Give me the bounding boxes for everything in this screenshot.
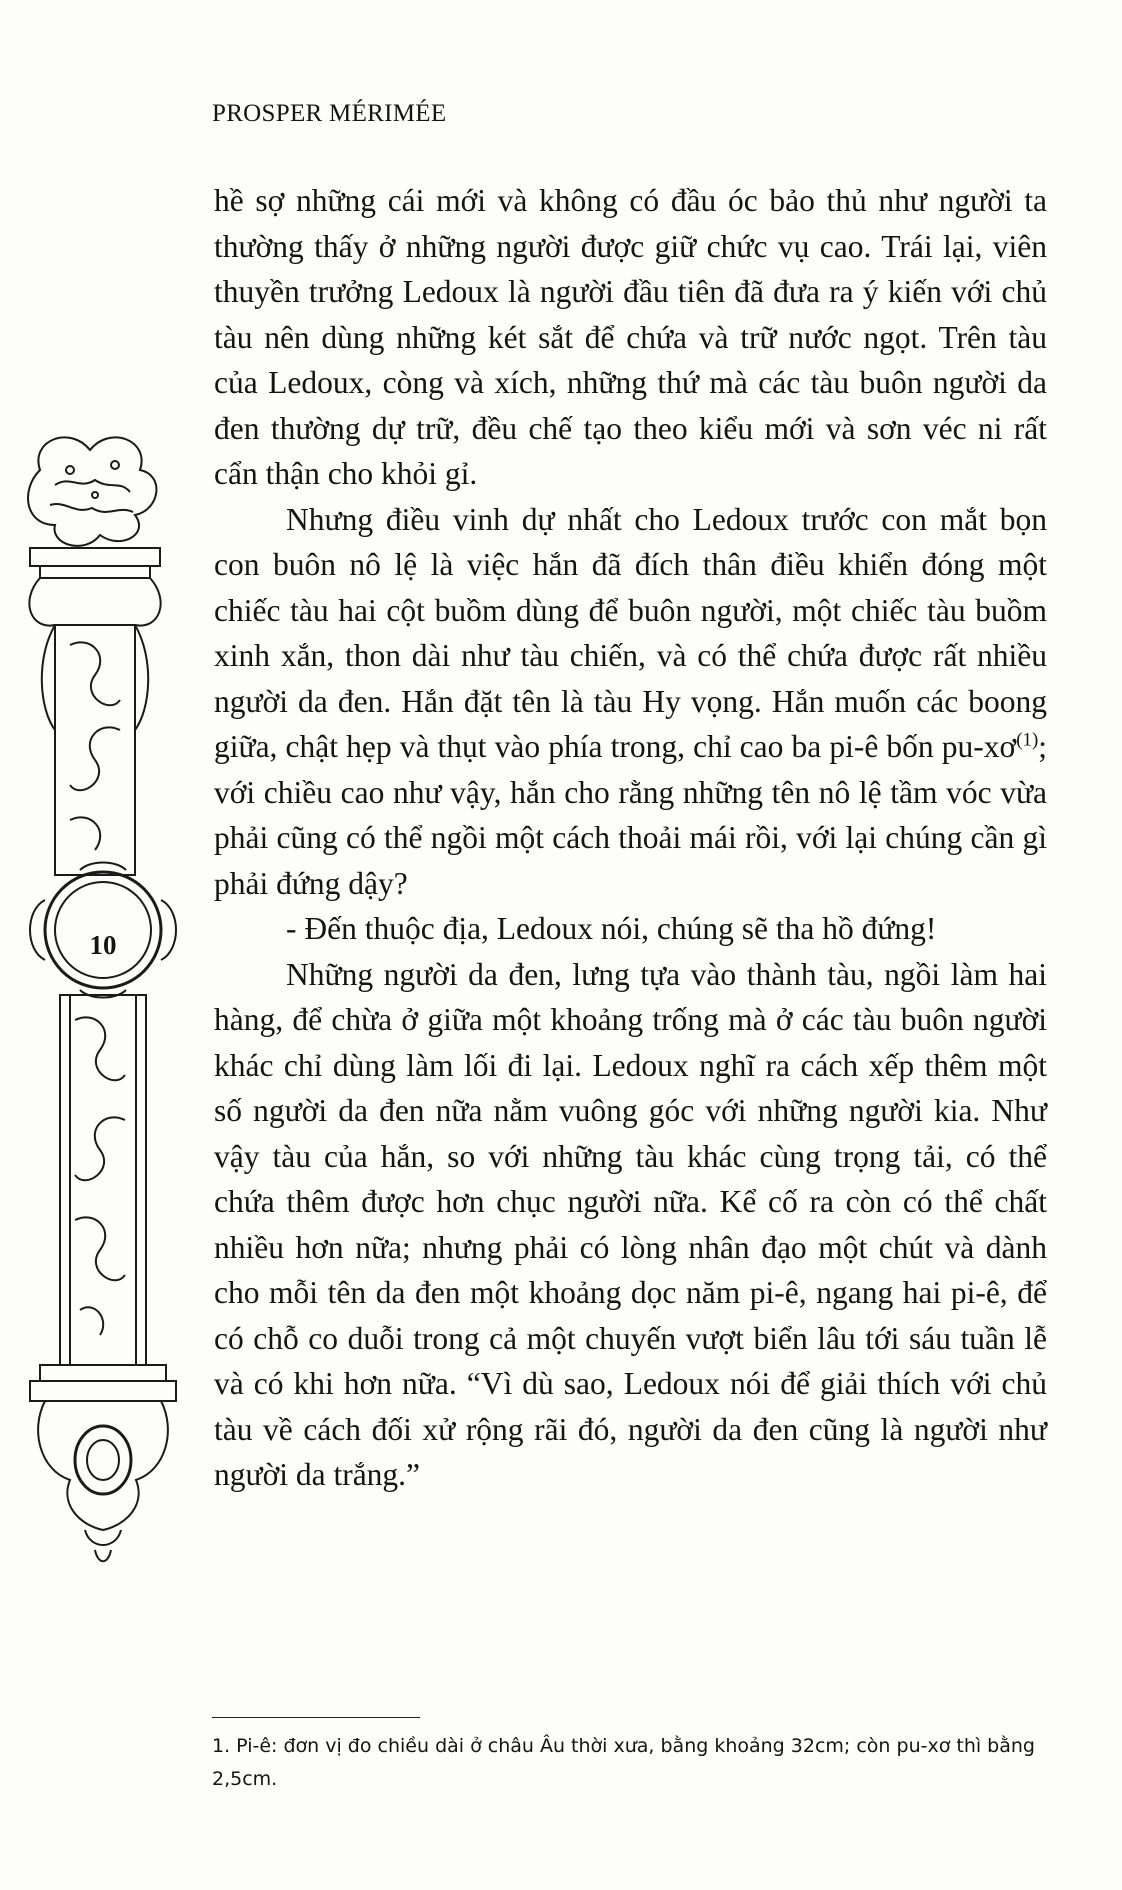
footnote-divider	[212, 1717, 420, 1718]
footnote: 1. Pi-ê: đơn vị đo chiều dài ở châu Âu thời xưa, bằng khoảng 32cm; còn pu-xơ thì bằng 2,5cm.	[212, 1735, 1035, 1790]
main-text	[214, 178, 1047, 1498]
footnote-reference: (1)	[1016, 729, 1039, 751]
paragraph-2	[214, 497, 1047, 907]
paragraph-2-text-after-note: ; với chiều cao như vậy, hắn cho rằng những tên nô lệ tầm vóc vừa phải cũng có thể ngồi một cách thoải mái rồi, với lại chúng cần gì phải đứng dậy?	[214, 729, 1047, 901]
page-number: 10	[89, 930, 117, 960]
paragraph-1: hề sợ những cái mới và không có đầu óc bảo thủ như người ta thường thấy ở những người được giữ chức vụ cao. Trái lại, viên thuyền trưởng Ledoux là người đầu tiên đã đưa ra ý kiến với chủ tàu nên dùng những két sắt để chứa và trữ nước ngọt. Trên tàu của Ledoux, còng và xích, những thứ mà các tàu buôn người da đen thường dự trữ, đều chế tạo theo kiểu mới và sơn véc ni rất cẩn thận cho khỏi gỉ.	[214, 183, 1047, 491]
paragraph-4: Những người da đen, lưng tựa vào thành tàu, ngồi làm hai hàng, để chừa ở giữa một khoảng trống mà ở các tàu buôn người khác chỉ dùng làm lối đi lại. Ledoux nghĩ ra cách xếp thêm một số người da đen nữa nằm vuông góc với những người kia. Như vậy tàu của hắn, so với những tàu khác cùng trọng tải, có thể chứa thêm được hơn chục người nữa. Kể cố ra còn có thể chất nhiều hơn nữa; nhưng phải có lòng nhân đạo một chút và dành cho mỗi tên da đen một khoảng dọc năm pi-ê, ngang hai pi-ê, để có chỗ co duỗi trong cả một chuyến vượt biển lâu tới sáu tuần lễ và có khi hơn nữa. “Vì dù sao, Ledoux nói để giải thích với chủ tàu về cách đối xử rộng rãi đó, người da đen cũng là người như người da trắng.”	[214, 956, 1047, 1492]
paragraph-3: - Đến thuộc địa, Ledoux nói, chúng sẽ tha hồ đứng!	[286, 911, 937, 946]
running-head: PROSPER MÉRIMÉE	[212, 100, 447, 127]
paragraph-2-text-before-note: Nhưng điều vinh dự nhất cho Ledoux trước con mắt bọn con buôn nô lệ là việc hắn đã đích thân điều khiển đóng một chiếc tàu hai cột buồm dùng để buôn người, một chiếc tàu buồm xinh xắn, thon dài như tàu chiến, và có thể chứa được rất nhiều người da đen. Hắn đặt tên là tàu Hy vọng. Hắn muốn các boong giữa, chật hẹp và thụt vào phía trong, chỉ cao ba pi-ê bốn pu-xơ	[214, 501, 1047, 764]
baroque-column-ornament-icon	[0, 430, 190, 1580]
